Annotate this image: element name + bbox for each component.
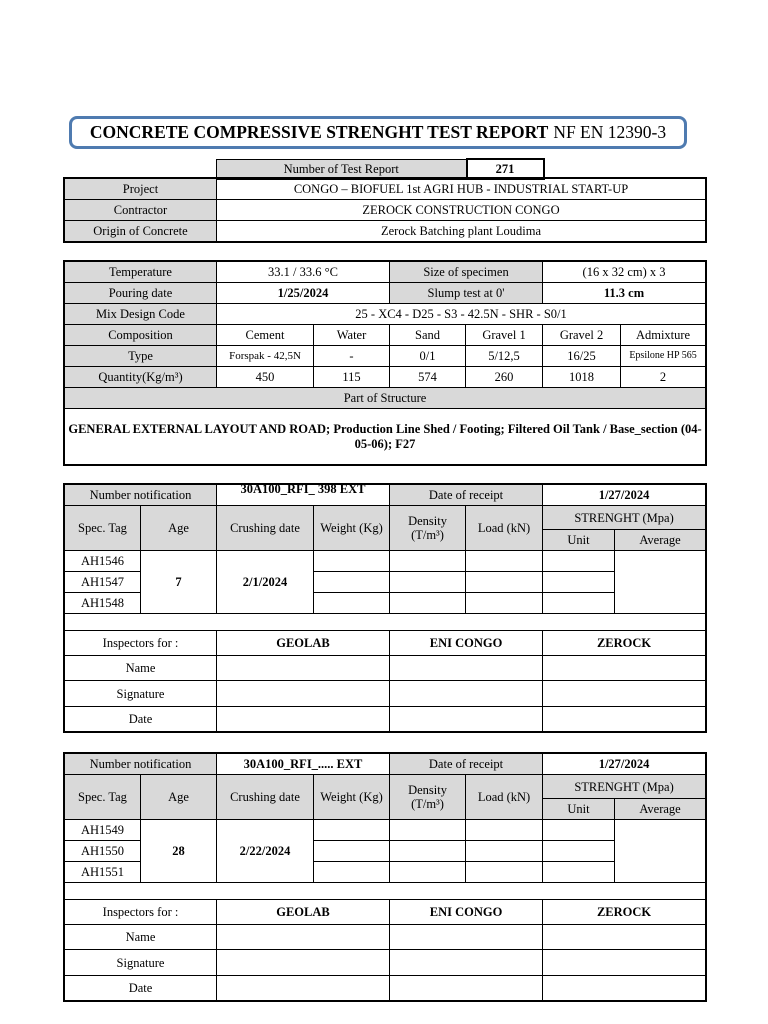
origin-label: Origin of Concrete [65, 221, 217, 242]
density-cell [390, 572, 466, 593]
weight-header: Weight (Kg) [314, 506, 390, 551]
density-header-label: Density [408, 783, 447, 797]
project-label: Project [65, 179, 217, 200]
inspector-geolab: GEOLAB [217, 900, 390, 925]
material-water: Water [314, 325, 390, 346]
load-cell [466, 572, 543, 593]
receipt-label: Date of receipt [390, 754, 543, 775]
spacer-row [65, 614, 706, 631]
weight-cell [314, 862, 390, 883]
crushing-date-value: 2/1/2024 [217, 551, 314, 614]
mix-table [64, 261, 706, 465]
contractor-label: Contractor [65, 200, 217, 221]
quantity-cement: 450 [217, 367, 314, 388]
density-header-unit: (T/m³) [411, 797, 444, 811]
date-geolab [217, 976, 390, 1001]
load-cell [466, 593, 543, 614]
average-cell [615, 820, 706, 883]
date-eni-congo [390, 707, 543, 732]
load-cell [466, 841, 543, 862]
age-value: 7 [141, 551, 217, 614]
signature-eni-congo [390, 950, 543, 976]
name-eni-congo [390, 656, 543, 681]
material-gravel-2: Gravel 2 [543, 325, 621, 346]
crushing-date-header: Crushing date [217, 506, 314, 551]
inspectors-label: Inspectors for : [65, 900, 217, 925]
origin-value: Zerock Batching plant Loudima [217, 221, 706, 242]
age-header: Age [141, 506, 217, 551]
pouring-value: 1/25/2024 [217, 283, 390, 304]
density-cell [390, 551, 466, 572]
material-gravel-1: Gravel 1 [466, 325, 543, 346]
load-header: Load (kN) [466, 506, 543, 551]
material-sand: Sand [390, 325, 466, 346]
density-header [390, 506, 466, 551]
weight-header: Weight (Kg) [314, 775, 390, 820]
unit-cell [543, 572, 615, 593]
type-gravel-1: 5/12,5 [466, 346, 543, 367]
notification-label: Number notification [65, 754, 217, 775]
name-eni-congo [390, 925, 543, 950]
load-header: Load (kN) [466, 775, 543, 820]
average-header: Average [615, 530, 706, 551]
load-cell [466, 862, 543, 883]
age-header: Age [141, 775, 217, 820]
signature-zerock [543, 950, 706, 976]
receipt-value: 1/27/2024 [543, 485, 706, 506]
density-cell [390, 593, 466, 614]
weight-cell [314, 593, 390, 614]
inspectors-label: Inspectors for : [65, 631, 217, 656]
unit-cell [543, 820, 615, 841]
signature-eni-congo [390, 681, 543, 707]
project-value: CONGO – BIOFUEL 1st AGRI HUB - INDUSTRIAL START-UP [217, 179, 706, 200]
unit-header: Unit [543, 530, 615, 551]
date-row-label: Date [65, 707, 217, 732]
quantity-admixture: 2 [621, 367, 706, 388]
type-water: - [314, 346, 390, 367]
density-cell [390, 841, 466, 862]
spec-tag: AH1547 [65, 572, 141, 593]
slump-label: Slump test at 0' [390, 283, 543, 304]
quantity-water: 115 [314, 367, 390, 388]
spec-tag-header: Spec. Tag [65, 775, 141, 820]
notification-value: 30A100_RFI_ 398 EXT [217, 485, 390, 506]
spec-tag-header: Spec. Tag [65, 506, 141, 551]
signature-geolab [217, 681, 390, 707]
date-zerock [543, 976, 706, 1001]
spacer-row [65, 883, 706, 900]
temperature-label: Temperature [65, 262, 217, 283]
quantity-sand: 574 [390, 367, 466, 388]
title-main: CONCRETE COMPRESSIVE STRENGHT TEST REPORT [89, 122, 549, 142]
name-zerock [543, 656, 706, 681]
date-geolab [217, 707, 390, 732]
type-admixture: Epsilone HP 565 [621, 346, 706, 367]
crushing-date-header: Crushing date [217, 775, 314, 820]
strength-header: STRENGHT (Mpa) [543, 775, 706, 799]
spec-tag: AH1549 [65, 820, 141, 841]
pouring-label: Pouring date [65, 283, 217, 304]
receipt-value: 1/27/2024 [543, 754, 706, 775]
density-header-label: Density [408, 514, 447, 528]
date-zerock [543, 707, 706, 732]
specimen-label: Size of specimen [390, 262, 543, 283]
age-value: 28 [141, 820, 217, 883]
average-cell [615, 551, 706, 614]
test-table-28-days [64, 753, 706, 1001]
material-admixture: Admixture [621, 325, 706, 346]
contractor-value: ZEROCK CONSTRUCTION CONGO [217, 200, 706, 221]
unit-cell [543, 862, 615, 883]
weight-cell [314, 551, 390, 572]
inspector-eni-congo: ENI CONGO [390, 900, 543, 925]
inspector-eni-congo: ENI CONGO [390, 631, 543, 656]
report-title [69, 116, 687, 149]
signature-row-label: Signature [65, 950, 217, 976]
density-cell [390, 862, 466, 883]
type-gravel-2: 16/25 [543, 346, 621, 367]
spec-tag: AH1546 [65, 551, 141, 572]
report-number-label: Number of Test Report [217, 159, 467, 179]
type-label: Type [65, 346, 217, 367]
signature-zerock [543, 681, 706, 707]
quantity-gravel-2: 1018 [543, 367, 621, 388]
load-cell [466, 820, 543, 841]
slump-value: 11.3 cm [543, 283, 706, 304]
title-norm: NF EN 12390-3 [553, 122, 667, 142]
report-number-value: 271 [467, 159, 544, 179]
unit-header: Unit [543, 799, 615, 820]
notification-label: Number notification [65, 485, 217, 506]
date-eni-congo [390, 976, 543, 1001]
spec-tag: AH1551 [65, 862, 141, 883]
load-cell [466, 551, 543, 572]
receipt-label: Date of receipt [390, 485, 543, 506]
inspector-zerock: ZEROCK [543, 900, 706, 925]
notification-value: 30A100_RFI_..... EXT [217, 754, 390, 775]
mix-code-label: Mix Design Code [65, 304, 217, 325]
name-row-label: Name [65, 656, 217, 681]
unit-cell [543, 593, 615, 614]
name-zerock [543, 925, 706, 950]
name-row-label: Name [65, 925, 217, 950]
unit-cell [543, 551, 615, 572]
average-header: Average [615, 799, 706, 820]
composition-label: Composition [65, 325, 217, 346]
structure-label: Part of Structure [65, 388, 706, 409]
weight-cell [314, 820, 390, 841]
crushing-date-value: 2/22/2024 [217, 820, 314, 883]
inspector-zerock: ZEROCK [543, 631, 706, 656]
signature-geolab [217, 950, 390, 976]
name-geolab [217, 656, 390, 681]
name-geolab [217, 925, 390, 950]
unit-cell [543, 841, 615, 862]
type-sand: 0/1 [390, 346, 466, 367]
temperature-value: 33.1 / 33.6 °C [217, 262, 390, 283]
quantity-label: Quantity(Kg/m³) [65, 367, 217, 388]
project-info-table [64, 178, 706, 242]
density-cell [390, 820, 466, 841]
spec-tag: AH1550 [65, 841, 141, 862]
material-cement: Cement [217, 325, 314, 346]
report-number-table [216, 158, 545, 180]
structure-value: GENERAL EXTERNAL LAYOUT AND ROAD; Production Line Shed / Footing; Filtered Oil Tank / Base_section (04-05-06); F27 [65, 409, 706, 465]
test-table-7-days [64, 484, 706, 732]
density-header-unit: (T/m³) [411, 528, 444, 542]
inspector-geolab: GEOLAB [217, 631, 390, 656]
date-row-label: Date [65, 976, 217, 1001]
weight-cell [314, 841, 390, 862]
signature-row-label: Signature [65, 681, 217, 707]
quantity-gravel-1: 260 [466, 367, 543, 388]
strength-header: STRENGHT (Mpa) [543, 506, 706, 530]
spec-tag: AH1548 [65, 593, 141, 614]
density-header [390, 775, 466, 820]
type-cement: Forspak - 42,5N [217, 346, 314, 367]
weight-cell [314, 572, 390, 593]
mix-code-value: 25 - XC4 - D25 - S3 - 42.5N - SHR - S0/1 [217, 304, 706, 325]
specimen-value: (16 x 32 cm) x 3 [543, 262, 706, 283]
